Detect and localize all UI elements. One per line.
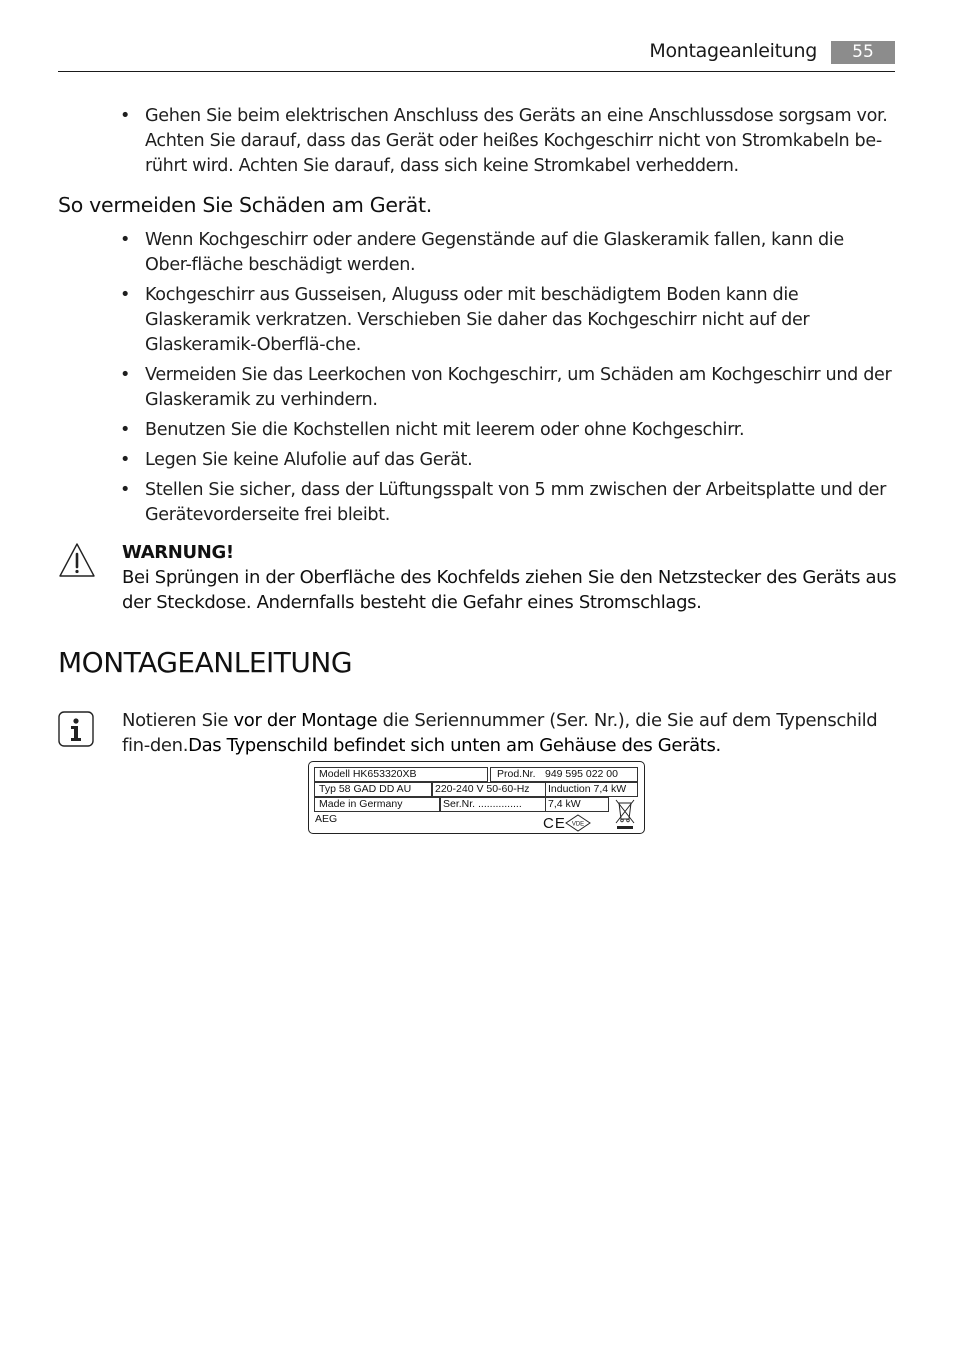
bullet-icon: • xyxy=(120,365,131,385)
plate-power: 7,4 kW xyxy=(548,798,581,810)
plate-voltage: 220-240 V 50-60-Hz xyxy=(435,783,530,795)
rating-plate xyxy=(308,761,645,834)
info-icon xyxy=(58,711,94,747)
list-item: • Stellen Sie sicher, dass der Lüftungsspalt von 5 mm zwischen der Arbeitsplatte und der Gerätevorderseite frei bleibt. xyxy=(120,480,886,525)
bullet-icon: • xyxy=(120,450,131,470)
plate-model-cell xyxy=(314,767,488,782)
plate-brand: AEG xyxy=(315,813,338,825)
bullet-icon: • xyxy=(120,230,131,250)
list-item: • Benutzen Sie die Kochstellen nicht mit leerem oder ohne Kochgeschirr. xyxy=(120,418,895,443)
plate-prodnr: 949 595 022 00 xyxy=(545,768,618,780)
plate-prodnr-label: Prod.Nr. xyxy=(497,768,536,780)
plate-induction-cell xyxy=(545,782,638,797)
bullet-icon: • xyxy=(120,106,131,126)
list-item: • Gehen Sie beim elektrischen Anschluss des Geräts an eine Anschlussdose sorgsam vor. Achten Sie darauf, dass das Gerät oder heißes Kochgeschirr nicht von Stromkabeln be-rührt wird. Achten Sie darauf, dass sich keine Stromkabel verheddern. xyxy=(120,106,888,176)
list-item: • Legen Sie keine Alufolie auf das Gerät. xyxy=(120,448,895,473)
bullet-icon: • xyxy=(120,420,131,440)
svg-text:VDE: VDE xyxy=(571,821,585,828)
plate-prodnr-cell xyxy=(490,767,638,782)
damage-heading: So vermeiden Sie Schäden am Gerät. xyxy=(58,193,432,217)
plate-made-cell xyxy=(314,797,440,812)
header-title: Montageanleitung xyxy=(649,40,817,62)
plate-voltage-cell xyxy=(432,782,546,797)
weee-bin-icon xyxy=(614,797,636,831)
page-header xyxy=(58,38,895,72)
bullet-icon: • xyxy=(120,285,131,305)
list-item: • Vermeiden Sie das Leerkochen von Kochgeschirr, um Schäden am Kochgeschirr und der Glaskeramik zu verhindern. xyxy=(120,365,892,410)
section-title: MONTAGEANLEITUNG xyxy=(58,646,353,679)
damage-bullet-list xyxy=(120,228,895,533)
bullet-icon: • xyxy=(120,480,131,500)
warning-block xyxy=(122,540,897,615)
info-text: Notieren Sie vor der Montage die Seriennummer (Ser. Nr.), die Sie auf dem Typenschild fin-den.Das Typenschild befindet sich unten am Gehäuse des Geräts. xyxy=(122,710,878,756)
ce-mark-icon: CE xyxy=(543,815,566,832)
plate-typ: Typ 58 GAD DD AU xyxy=(319,783,412,795)
plate-made-in: Made in Germany xyxy=(319,798,403,810)
list-item: • Wenn Kochgeschirr oder andere Gegenstände auf die Glaskeramik fallen, kann die Ober-fläche beschädigt werden. xyxy=(120,230,844,275)
plate-power-cell xyxy=(545,797,609,812)
plate-induction: Induction 7,4 kW xyxy=(548,783,627,795)
vde-mark-icon xyxy=(565,814,591,832)
plate-sernr-cell xyxy=(440,797,546,812)
intro-bullet-list xyxy=(120,104,895,184)
warning-text: Bei Sprüngen in der Oberfläche des Kochfelds ziehen Sie den Netzstecker des Geräts aus der Steckdose. Andernfalls besteht die Gefahr eines Stromschlags. xyxy=(122,567,897,613)
plate-sernr: Ser.Nr. ............... xyxy=(443,798,522,810)
list-item: • Kochgeschirr aus Gusseisen, Aluguss oder mit beschädigtem Boden kann die Glaskeramik verkratzen. Verschieben Sie daher das Kochgeschirr nicht auf der Glaskeramik-Oberflä-che. xyxy=(120,285,810,355)
page-number: 55 xyxy=(831,41,895,64)
warning-triangle-icon xyxy=(58,542,96,578)
plate-typ-cell xyxy=(314,782,432,797)
plate-model: Modell HK653320XB xyxy=(319,768,417,780)
warning-title: WARNUNG! xyxy=(122,542,234,563)
